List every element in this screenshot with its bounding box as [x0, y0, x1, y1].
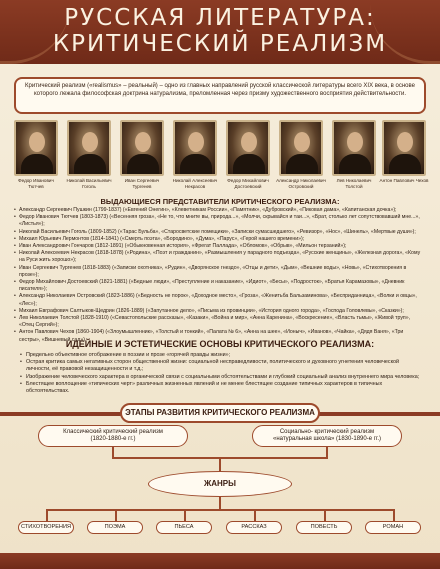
- stage-social: [252, 425, 402, 447]
- portrait-caption: Лев Николаевич Толстой: [336, 178, 372, 189]
- writers-list: [14, 207, 426, 343]
- genre-poems: СТИХОТВОРЕНИЯ: [18, 521, 74, 534]
- portrait-caption: Антон Павлович Чехов: [379, 178, 429, 183]
- list-item: • Федор Михайлович Достоевский (1821-1881) («Бедные люди», «Преступление и наказание», «Идиот», «Бесы», «Подросток», «Братья Карамазовы», «Дневник писателя»);: [14, 279, 426, 293]
- stage-label: Классический критический реализм: [63, 429, 163, 435]
- list-item: • Иван Сергеевич Тургенев (1818-1883) («Записки охотника», «Рудин», «Дворянское гнездо», «Отцы и дети», «Дым», «Вешние воды», «Новь», «Стихотворения в прозе»);: [14, 265, 426, 279]
- genre-play: ПЬЕСА: [156, 521, 212, 534]
- footer-band: [0, 553, 440, 569]
- writers-heading: ВЫДАЮЩИЕСЯ ПРЕДСТАВИТЕЛИ КРИТИЧЕСКОГО РЕАЛИЗМА:: [100, 197, 340, 206]
- genres-heading: ЖАНРЫ: [148, 471, 292, 497]
- header-banner: [0, 0, 440, 64]
- stages-heading: ЭТАПЫ РАЗВИТИЯ КРИТИЧЕСКОГО РЕАЛИЗМА: [120, 403, 320, 423]
- list-item: • Лев Николаевич Толстой (1828-1910) («Севастопольские рассказы», «Казаки», «Война и мир», «Анна Каренина», «Воскресение», «Власть тьмы», «Живой труп», «Отец Сергий»);: [14, 315, 426, 329]
- connector-line: [219, 497, 221, 509]
- connector-line: [219, 457, 221, 471]
- list-item: • Иван Александрович Гончаров (1812-1891) («Обыкновенная история», «Фрегат Паллада», «Обломов», «Обрыв», «Мильон терзаний»);: [14, 243, 426, 250]
- list-item: • Михаил Юрьевич Лермонтов (1814-1841) («Смерть поэта», «Бородино», «Дума», «Парус», «Герой нашего времени»);: [14, 236, 426, 243]
- portrait-dostoevsky: [226, 120, 270, 176]
- list-item: • Предельно объективное отображение в поэзии и прозе «горячей правды жизни»;: [20, 352, 420, 359]
- portrait-tolstoy: [332, 120, 376, 176]
- portrait-ostrovsky: [279, 120, 323, 176]
- portrait-caption: Федор Михайлович Достоевский: [227, 178, 269, 189]
- portrait-gogol: [67, 120, 111, 176]
- list-item: • Александр Сергеевич Пушкин (1799-1837) («Евгений Онегин», «Клеветникам России», «Памятник», «Дубровский», «Пиковая дама», «Капитанская дочка»);: [14, 207, 426, 214]
- list-item: • Михаил Евграфович Салтыков-Щедрин (1826-1889) («Запутанное дело», «Письма из провинции», «История одного города», «Господа Головлевы», «Сказки»);: [14, 308, 426, 315]
- list-item: • Блестящее воплощение «типических черт» различных жизненных явлений и не менее блестящее создание типичных характеров в типичных обстоятельствах.: [20, 381, 420, 395]
- connector-line: [324, 509, 326, 521]
- portrait-caption: Николай Алексеевич Некрасов: [172, 178, 218, 189]
- ideas-list: [20, 352, 420, 398]
- portrait-chekhov: [382, 120, 426, 176]
- list-item: • Александр Николаевич Островский (1823-1886) («Бедность не порок», «Доходное место», «Гроза», «Женитьба Бальзаминова», «Бесприданница», «Волки и овцы», «Лес»);: [14, 293, 426, 307]
- stage-period: «натуральная школа» (1830-1890-е гг.): [272, 436, 382, 442]
- portrait-caption: Федор Иванович Тютчев: [18, 178, 54, 189]
- portrait-nekrasov: [173, 120, 217, 176]
- list-item: • Николай Алексеевич Некрасов (1818-1878) («Родина», «Поэт и гражданин», «Размышления у парадного подъезда», «Русские женщины», «Железная дорога», «Кому на Руси жить хорошо»);: [14, 250, 426, 264]
- portrait-caption: Николай Васильевич Гоголь: [66, 178, 112, 189]
- connector-line: [115, 509, 117, 521]
- list-item: • Антон Павлович Чехов (1860-1904) («Злоумышленник», «Толстый и тонкий», «Палата № 6», «Анна на шее», «Ионыч», «Иванов», «Чайка», «Дядя Ваня», «Три сестры», «Вишневый сад»).: [14, 329, 426, 343]
- portrait-turgenev: [120, 120, 164, 176]
- list-item: • Изображение человеческого характера в органической связи с социальными обстоятельствами и глубокий социальный анализ внутреннего мира человека;: [20, 374, 420, 381]
- list-item: • Федор Иванович Тютчев (1803-1873) («Весенняя гроза», «Не то, что мните вы, природа...», «Молчи, скрывайся и таи...», «Брат, столько лет сопутствовавший мне...», «Листья»);: [14, 214, 426, 228]
- list-item: • Николай Васильевич Гоголь (1809-1852) («Тарас Бульба», «Старосветские помещики», «Записки сумасшедшего», «Ревизор», «Нос», «Шинель», «Мертвые души»);: [14, 229, 426, 236]
- connector-line: [393, 509, 395, 521]
- connector-line: [184, 509, 186, 521]
- intro-box: Критический реализм («realismus» – реальный) – одно из главных направлений русской классической литературы всего XIX века, в основе которого лежала философская доктрина натурализма, преломленная через призму художественного восприятия действительности.: [14, 77, 426, 114]
- poster-title-line-1: РУССКАЯ ЛИТЕРАТУРА:: [64, 5, 376, 31]
- portrait-caption: Александр Николаевич Островский: [276, 178, 326, 189]
- stage-period: (1820-1880-е гг.): [90, 436, 136, 442]
- portrait-tyutchev: [14, 120, 58, 176]
- portrait-caption: Иван Сергеевич Тургенев: [124, 178, 160, 189]
- list-item: • Острая критика самых негативных сторон общественной жизни: социальной несправедливости, политического и духовного угнетения человеческой личности, её правовой незащищенности и т.д.;: [20, 359, 420, 373]
- genre-poem: ПОЭМА: [87, 521, 143, 534]
- connector-line: [46, 509, 394, 511]
- portraits-row: [12, 120, 428, 195]
- connector-line: [46, 509, 48, 521]
- connector-line: [326, 447, 328, 457]
- ideas-heading: ИДЕЙНЫЕ И ЭСТЕТИЧЕСКИЕ ОСНОВЫ КРИТИЧЕСКОГО РЕАЛИЗМА:: [65, 339, 375, 349]
- connector-line: [112, 447, 114, 457]
- stage-label: Социально- критический реализм: [279, 429, 375, 435]
- genre-novel: РОМАН: [365, 521, 421, 534]
- genre-story: РАССКАЗ: [226, 521, 282, 534]
- poster-title-line-2: КРИТИЧЕСКИЙ РЕАЛИЗМ: [52, 31, 388, 57]
- genre-novella: ПОВЕСТЬ: [296, 521, 352, 534]
- connector-line: [254, 509, 256, 521]
- stage-classic: [38, 425, 188, 447]
